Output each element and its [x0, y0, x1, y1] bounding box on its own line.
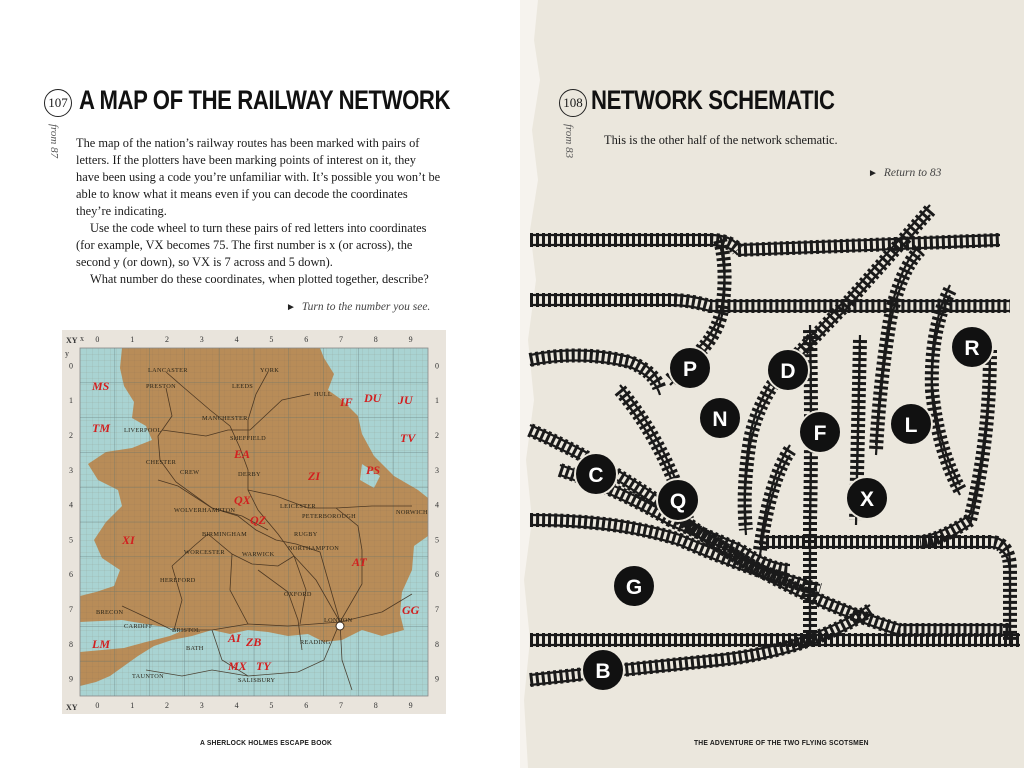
code-if: IF: [340, 395, 353, 409]
tick-x-top-6: 6: [304, 335, 309, 344]
paragraph-1: The map of the nation’s railway routes has been marked with pairs of letters. If the plotters have been marking points of interest on it, they have been using a code you’re unfamiliar with. It’s possible you won’t be able to know what it means even if you can decode the coordinates they’re indicating.: [76, 136, 441, 218]
track-rail-b-3: [530, 360, 660, 395]
paragraph-3: What number do these coordinates, when plotted together, describe?: [90, 272, 429, 286]
tick-y-left-7: 7: [69, 605, 73, 614]
tick-x-bottom-9: 9: [408, 701, 413, 710]
pointer-arrow-icon: ►: [868, 168, 878, 179]
tick-y-left-3: 3: [69, 465, 73, 475]
tick-x-top-2: 2: [165, 335, 169, 344]
city-sheffield: SHEFFIELD: [230, 435, 266, 442]
tick-x-bottom-3: 3: [199, 701, 204, 710]
code-qx: QX: [234, 493, 251, 507]
paragraph-2: Use the code wheel to turn these pairs of red letters into coordinates (for example, VX becomes 75. The first number is x (or across), the second y (or down), so VX is 7 across and 5 down).: [76, 221, 427, 269]
station-c: [575, 453, 617, 495]
code-ty: TY: [256, 659, 271, 673]
city-preston: PRESTON: [146, 383, 176, 390]
tick-y-right-8: 8: [435, 639, 439, 649]
tick-x-top-4: 4: [234, 335, 239, 344]
tick-y-right-6: 6: [435, 570, 439, 580]
city-bath: BATH: [186, 645, 204, 652]
tick-y-right-1: 1: [435, 396, 439, 406]
track-rail-b-1: [738, 245, 1000, 255]
station-label: Q: [669, 490, 687, 513]
tick-y-right-0: 0: [435, 361, 439, 371]
schematic-tracks: [530, 205, 1020, 685]
station-l: [890, 403, 932, 445]
city-leeds: LEEDS: [232, 383, 254, 390]
city-salisbury: SALISBURY: [238, 677, 276, 684]
city-reading: READING: [300, 639, 331, 646]
city-worcester: WORCESTER: [184, 549, 225, 556]
tick-y-left-5: 5: [69, 535, 73, 545]
code-mx: MX: [228, 659, 247, 673]
city-bristol: BRISTOL: [172, 627, 201, 634]
tick-x-top-7: 7: [339, 335, 343, 344]
tick-y-right-2: 2: [435, 431, 439, 440]
railway-map: [62, 330, 446, 714]
code-lm: LM: [92, 637, 110, 651]
tick-x-bottom-1: 1: [130, 701, 135, 710]
body-text: [76, 135, 441, 288]
tick-y-left-4: 4: [69, 500, 73, 510]
station-n: [699, 397, 741, 439]
tick-y-right-5: 5: [435, 535, 439, 545]
track-ties-1: [738, 240, 1000, 250]
track-ties-17: [970, 350, 990, 520]
tick-x-top-1: 1: [130, 335, 135, 344]
track-rail-b-11: [530, 615, 870, 685]
city-warwick: WARWICK: [242, 551, 275, 558]
tick-x-top-5: 5: [269, 335, 274, 344]
station-g: [613, 565, 655, 607]
tick-x-bottom-8: 8: [373, 701, 378, 710]
right-page: [520, 0, 1024, 768]
tick-x-bottom-7: 7: [339, 701, 343, 710]
page-number-107: 107: [44, 89, 72, 117]
city-leicester: LEICESTER: [280, 503, 316, 510]
city-lancaster: LANCASTER: [148, 367, 188, 374]
tick-x-bottom-4: 4: [234, 701, 239, 710]
code-gg: GG: [402, 603, 420, 617]
city-york: YORK: [260, 367, 280, 374]
track-rail-a-16: [920, 515, 970, 537]
tick-y-right-4: 4: [435, 500, 439, 510]
city-crew: CREW: [180, 469, 200, 476]
tick-x-top-3: 3: [199, 335, 204, 344]
tick-y-left-0: 0: [69, 361, 73, 371]
station-label: F: [813, 422, 827, 445]
network-schematic: [520, 190, 1024, 710]
page-title-left: A MAP OF THE RAILWAY NETWORK: [79, 85, 451, 115]
city-liverpool: LIVERPOOL: [124, 427, 162, 434]
tick-y-right-3: 3: [435, 465, 439, 475]
city-hull: HULL: [314, 391, 332, 398]
city-wolverhampton: WOLVERHAMPTON: [174, 507, 236, 514]
code-ps: PS: [366, 463, 381, 477]
tick-y-right-9: 9: [435, 674, 439, 684]
city-cardiff: CARDIFF: [124, 623, 153, 630]
track-rail-b-13: [810, 335, 811, 645]
station-label: L: [904, 414, 918, 437]
tick-y-right-7: 7: [435, 605, 439, 614]
code-ju: JU: [398, 393, 413, 407]
city-chester: CHESTER: [146, 459, 177, 466]
instruction-right: [868, 167, 941, 179]
city-taunton: TAUNTON: [132, 673, 164, 680]
code-zb: ZB: [246, 635, 262, 649]
code-qz: QZ: [250, 513, 266, 527]
city-brecon: BRECON: [96, 609, 124, 616]
city-oxford: OXFORD: [284, 591, 312, 598]
code-ea: EA: [234, 447, 251, 461]
code-at: AT: [352, 555, 367, 569]
corner-label-bottom: XY: [66, 703, 78, 712]
tick-x-bottom-2: 2: [165, 701, 169, 710]
tick-y-left-8: 8: [69, 639, 73, 649]
tick-y-left-1: 1: [69, 396, 73, 406]
station-label: B: [595, 660, 611, 683]
code-tm: TM: [92, 421, 110, 435]
city-rugby: RUGBY: [294, 531, 318, 538]
city-birmingham: BIRMINGHAM: [202, 531, 247, 538]
city-hereford: HEREFORD: [160, 577, 196, 584]
city-northampton: NORTHAMPTON: [288, 545, 340, 552]
railway-map-svg: [62, 330, 446, 714]
city-manchester: MANCHESTER: [202, 415, 248, 422]
tick-y-left-9: 9: [69, 674, 73, 684]
instruction-text-left: Turn to the number you see.: [301, 301, 431, 313]
corner-label-top: XY: [66, 336, 78, 345]
axis-y-label: y: [65, 349, 69, 358]
page-title-right: NETWORK SCHEMATIC: [591, 85, 835, 115]
station-p: [669, 347, 711, 389]
tick-x-bottom-6: 6: [304, 701, 309, 710]
tick-y-left-2: 2: [69, 431, 73, 440]
station-f: [799, 411, 841, 453]
station-label: N: [712, 408, 728, 431]
from-note-left: from 87: [48, 124, 60, 159]
station-q: [657, 479, 699, 521]
city-peterborough: PETERBOROUGH: [302, 513, 356, 520]
instruction-left: [286, 301, 430, 313]
station-label: C: [588, 464, 604, 487]
station-label: G: [625, 576, 643, 599]
city-norwich: NORWICH: [396, 509, 428, 516]
tick-x-top-8: 8: [373, 335, 378, 344]
city-derby: DERBY: [238, 471, 261, 478]
station-b: [582, 649, 624, 691]
station-r: [951, 326, 993, 368]
code-tv: TV: [400, 431, 416, 445]
tick-x-top-0: 0: [95, 335, 100, 344]
tick-x-top-9: 9: [408, 335, 413, 344]
from-note-right: from 83: [563, 124, 575, 159]
station-label: X: [859, 488, 875, 511]
station-label: P: [682, 358, 698, 381]
code-ms: MS: [92, 379, 110, 393]
instruction-text-right: Return to 83: [883, 167, 942, 179]
tick-x-bottom-0: 0: [95, 701, 100, 710]
footer-right: THE ADVENTURE OF THE TWO FLYING SCOTSMEN: [694, 738, 869, 747]
axis-x-label: x: [80, 334, 84, 343]
tick-x-bottom-5: 5: [269, 701, 274, 710]
city-london: LONDON: [324, 617, 353, 624]
station-x: [846, 477, 888, 519]
code-zi: ZI: [308, 469, 320, 483]
station-label: D: [780, 360, 796, 383]
station-d: [767, 349, 809, 391]
page-number-108: 108: [559, 89, 587, 117]
right-text: This is the other half of the network schematic.: [604, 133, 838, 147]
station-label: R: [964, 337, 980, 360]
footer-left: A SHERLOCK HOLMES ESCAPE BOOK: [200, 738, 333, 747]
code-du: DU: [364, 391, 382, 405]
code-xi: XI: [122, 533, 135, 547]
tick-y-left-6: 6: [69, 570, 73, 580]
code-ai: AI: [228, 631, 241, 645]
pointer-arrow-icon: ►: [286, 302, 296, 313]
